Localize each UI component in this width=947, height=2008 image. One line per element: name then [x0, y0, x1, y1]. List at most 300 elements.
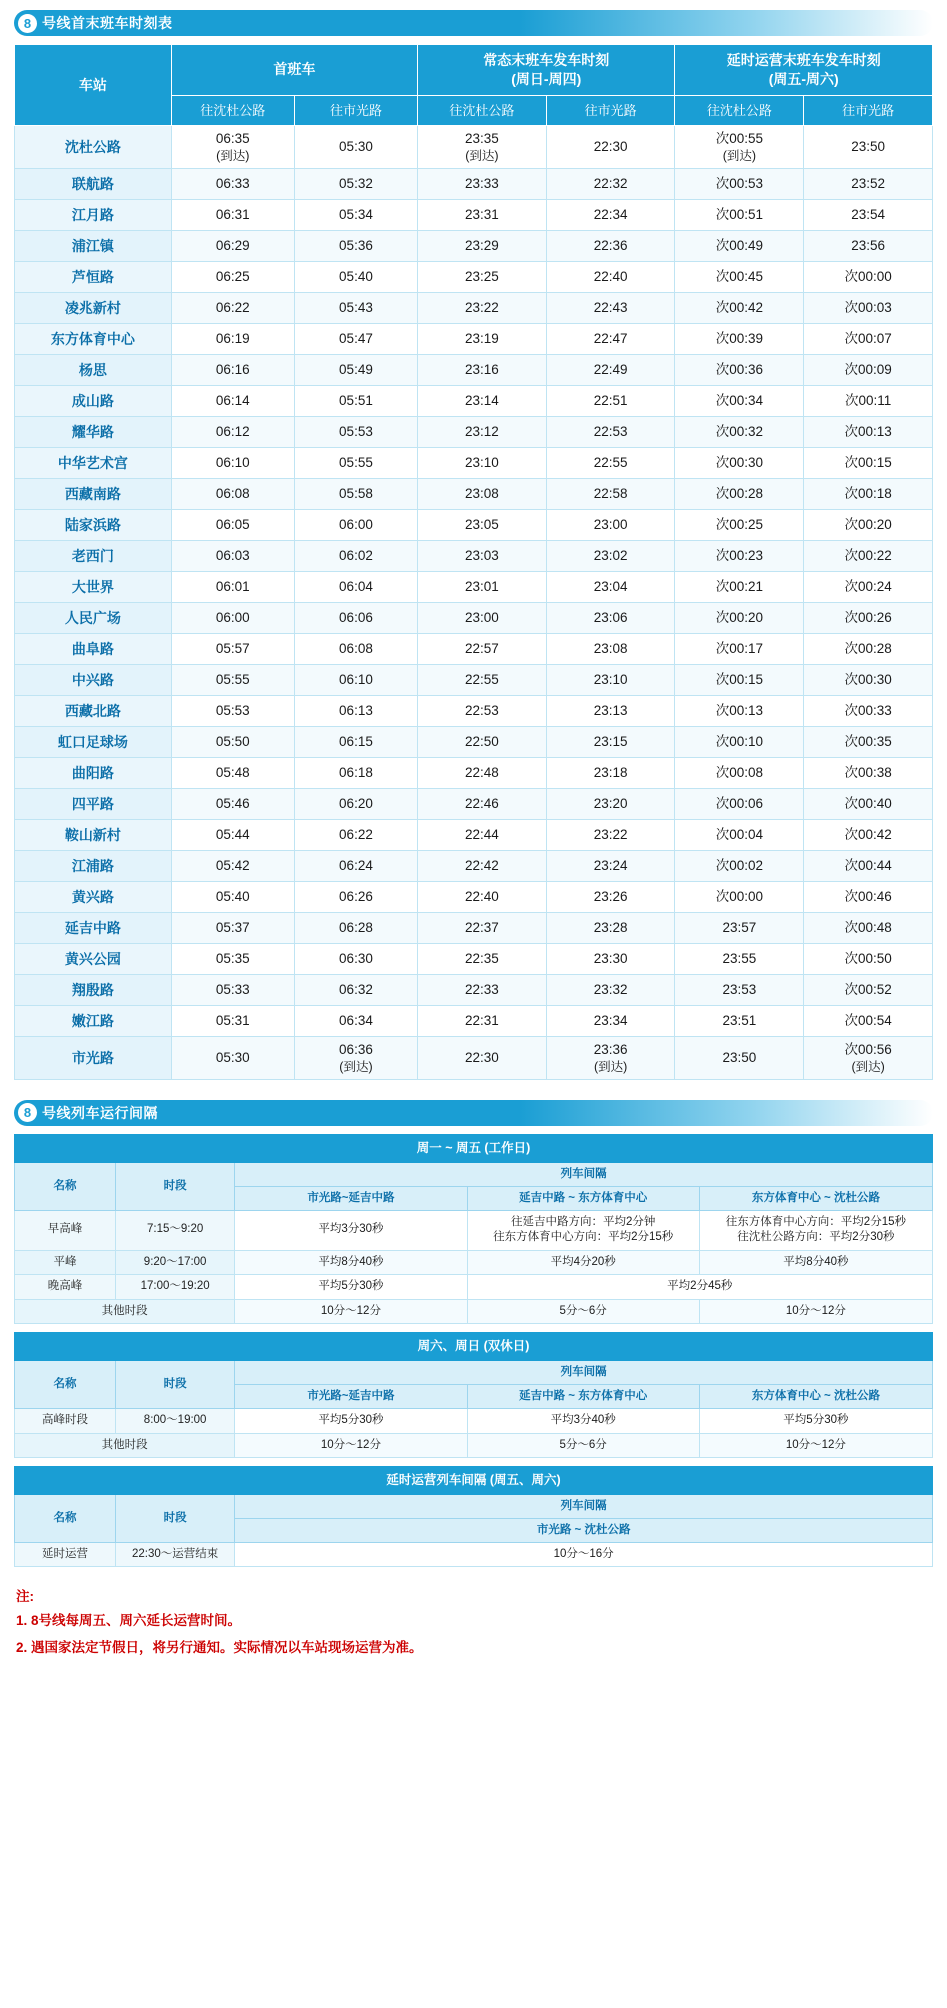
- time-cell-c1: [171, 417, 294, 448]
- time-cell-c5: [675, 758, 804, 789]
- time-value: 次00:25: [715, 517, 763, 533]
- interval-section-title: 号线列车运行间隔: [42, 1104, 158, 1121]
- time-value: 23:10: [593, 672, 628, 688]
- time-value: 次00:17: [715, 641, 763, 657]
- time-cell-c4: [546, 448, 675, 479]
- time-cell-c3: [418, 913, 547, 944]
- time-value: 次00:00: [715, 889, 763, 905]
- th-interval-name: 名称: [15, 1494, 116, 1542]
- time-cell-c1: [171, 913, 294, 944]
- th-interval-name: 名称: [15, 1361, 116, 1409]
- station-name-cell: 中兴路: [15, 665, 172, 696]
- time-value: 05:50: [215, 734, 250, 750]
- time-cell-c6: [804, 696, 933, 727]
- time-cell-c1: [171, 200, 294, 231]
- interval-table-2: [14, 1332, 933, 1458]
- time-value: 06:30: [339, 951, 373, 967]
- time-cell-c4: [546, 541, 675, 572]
- time-value: 05:37: [215, 920, 250, 936]
- th-segment-full: 市光路 ~ 沈杜公路: [235, 1518, 933, 1542]
- time-cell-c6: [804, 355, 933, 386]
- time-cell-c6: [804, 572, 933, 603]
- time-cell-c2: [294, 1006, 417, 1037]
- table-row: [15, 696, 933, 727]
- time-value: 05:42: [215, 858, 250, 874]
- interval-value-seg1: 平均8分40秒: [235, 1250, 467, 1275]
- time-value: 05:47: [339, 331, 373, 347]
- time-cell-c2: [294, 634, 417, 665]
- time-cell-c4: [546, 479, 675, 510]
- time-cell-c2: [294, 789, 417, 820]
- time-value: 05:30: [339, 139, 373, 155]
- time-cell-c4: [546, 293, 675, 324]
- time-cell-c2: [294, 355, 417, 386]
- time-cell-c5: [675, 355, 804, 386]
- time-value: 06:08: [339, 641, 373, 657]
- time-value: 06:14: [215, 393, 250, 409]
- time-value: 23:15: [593, 734, 628, 750]
- time-value: 次00:51: [715, 207, 763, 223]
- time-value: 次00:20: [844, 517, 892, 533]
- interval-tables: [14, 1134, 933, 1567]
- timetable-section-title: 号线首末班车时刻表: [42, 15, 173, 31]
- time-value: 次00:52: [844, 982, 892, 998]
- time-value: 次00:21: [715, 579, 763, 595]
- time-cell-c5: [675, 944, 804, 975]
- time-value: 05:35: [215, 951, 250, 967]
- th-segment-2: 延吉中路 ~ 东方体育中心: [467, 1186, 699, 1210]
- time-value: 22:40: [464, 889, 499, 905]
- time-value: 05:49: [339, 362, 373, 378]
- time-cell-c2: [294, 975, 417, 1006]
- table-row: [15, 665, 933, 696]
- time-value: 06:10: [215, 455, 250, 471]
- time-value: 23:54: [851, 207, 885, 223]
- time-cell-c3: [418, 1006, 547, 1037]
- time-cell-c6: [804, 231, 933, 262]
- th-interval-headway: 列车间隔: [235, 1162, 933, 1186]
- interval-table-title: 周六、周日 (双休日): [15, 1333, 933, 1361]
- time-value: 23:34: [593, 1013, 628, 1029]
- time-cell-c4: [546, 324, 675, 355]
- station-name-cell: 四平路: [15, 789, 172, 820]
- time-value: 次00:53: [715, 176, 763, 192]
- time-cell-c2: [294, 541, 417, 572]
- time-value: 次00:36: [715, 362, 763, 378]
- time-value: 06:24: [339, 858, 373, 874]
- time-cell-c2: [294, 417, 417, 448]
- time-value: 22:33: [464, 982, 499, 998]
- time-value: 23:22: [464, 300, 499, 316]
- interval-header-row-1: [15, 1162, 933, 1186]
- interval-value-seg1: 平均5分30秒: [235, 1275, 467, 1300]
- time-value: 23:32: [593, 982, 628, 998]
- time-value: 05:58: [339, 486, 373, 502]
- time-value: 22:53: [593, 424, 628, 440]
- time-value: 次00:34: [715, 393, 763, 409]
- station-name-cell: 鞍山新村: [15, 820, 172, 851]
- time-cell-c6: [804, 448, 933, 479]
- time-value: 23:04: [593, 579, 628, 595]
- time-cell-c5: [675, 417, 804, 448]
- time-cell-c3: [418, 355, 547, 386]
- time-value: 次00:02: [715, 858, 763, 874]
- time-cell-c4: [546, 1006, 675, 1037]
- table-row: [15, 448, 933, 479]
- time-cell-c3: [418, 417, 547, 448]
- time-cell-c4: [546, 975, 675, 1006]
- time-cell-c2: [294, 200, 417, 231]
- th-interval-headway: 列车间隔: [235, 1361, 933, 1385]
- time-cell-c3: [418, 386, 547, 417]
- table-row: [15, 758, 933, 789]
- time-value: 22:30: [593, 139, 628, 155]
- time-value: 次00:35: [844, 734, 892, 750]
- time-value: 23:00: [593, 517, 628, 533]
- notes-block: [14, 1585, 933, 1658]
- time-cell-c6: [804, 169, 933, 200]
- station-name-cell: 人民广场: [15, 603, 172, 634]
- time-value: 23:02: [593, 548, 628, 564]
- time-value: 次00:28: [715, 486, 763, 502]
- time-cell-c3: [418, 541, 547, 572]
- time-value: 23:24: [593, 858, 628, 874]
- time-value: 06:25: [215, 269, 250, 285]
- time-value: 06:01: [215, 579, 250, 595]
- time-cell-c1: [171, 262, 294, 293]
- time-cell-c6: [804, 882, 933, 913]
- time-cell-c4: [546, 913, 675, 944]
- time-value: 22:51: [593, 393, 628, 409]
- time-value: 05:33: [215, 982, 250, 998]
- time-cell-c4: [546, 355, 675, 386]
- time-cell-c1: [171, 510, 294, 541]
- time-value: 23:22: [593, 827, 628, 843]
- interval-table-title-bar: [15, 1134, 933, 1162]
- table-row: [15, 386, 933, 417]
- time-cell-c4: [546, 789, 675, 820]
- time-value: 05:51: [339, 393, 373, 409]
- table-row: [15, 262, 933, 293]
- note-item-2: 2. 遇国家法定节假日，将另行通知。实际情况以车站现场运营为准。: [16, 1639, 423, 1655]
- time-value: 05:34: [339, 207, 373, 223]
- time-value: 23:50: [722, 1050, 757, 1066]
- time-cell-c6: [804, 293, 933, 324]
- time-cell-c5: [675, 231, 804, 262]
- station-name-cell: 曲阳路: [15, 758, 172, 789]
- time-cell-c5: [675, 975, 804, 1006]
- time-value: 次00:33: [844, 703, 892, 719]
- time-cell-c1: [171, 727, 294, 758]
- time-value: 06:15: [339, 734, 373, 750]
- time-value: 23:20: [593, 796, 628, 812]
- station-name-cell: 东方体育中心: [15, 324, 172, 355]
- time-cell-c6: [804, 1006, 933, 1037]
- time-cell-note: (到达): [339, 1059, 373, 1074]
- table-row: [15, 572, 933, 603]
- station-name-cell: 大世界: [15, 572, 172, 603]
- time-cell-c6: [804, 758, 933, 789]
- time-value: 23:08: [593, 641, 628, 657]
- time-value: 23:30: [593, 951, 628, 967]
- interval-header-row-1: [15, 1494, 933, 1518]
- time-cell-c4: [546, 851, 675, 882]
- time-value: 06:34: [339, 1013, 373, 1029]
- time-cell-c6: [804, 324, 933, 355]
- interval-value-seg3: [699, 1210, 932, 1250]
- time-cell-c1: [171, 169, 294, 200]
- station-name-cell: 曲阜路: [15, 634, 172, 665]
- time-cell-c4: [546, 758, 675, 789]
- time-cell-c6: [804, 820, 933, 851]
- time-cell-c5: [675, 510, 804, 541]
- time-cell-c1: [171, 851, 294, 882]
- time-cell-c5: [675, 882, 804, 913]
- interval-value-seg23: 平均2分45秒: [467, 1275, 932, 1300]
- time-value: 23:03: [464, 548, 499, 564]
- time-value: 23:36: [593, 1042, 628, 1058]
- station-name-cell: 嫩江路: [15, 1006, 172, 1037]
- time-value: 05:40: [215, 889, 250, 905]
- time-value: 06:33: [215, 176, 250, 192]
- time-cell-c4: [546, 944, 675, 975]
- time-value: 23:35: [464, 131, 499, 147]
- table-row: [15, 479, 933, 510]
- station-name-cell: 杨思: [15, 355, 172, 386]
- time-cell-c4: [546, 126, 675, 169]
- time-cell-c6: [804, 975, 933, 1006]
- time-cell-c1: [171, 355, 294, 386]
- time-value: 06:35: [215, 131, 250, 147]
- interval-row-period: 7:15～9:20: [115, 1210, 234, 1250]
- time-cell-c3: [418, 510, 547, 541]
- interval-row: [15, 1275, 933, 1300]
- time-value: 次00:42: [844, 827, 892, 843]
- time-cell-note: (到达): [851, 1059, 885, 1074]
- time-cell-c6: [804, 1037, 933, 1080]
- time-cell-c4: [546, 510, 675, 541]
- table-row: [15, 603, 933, 634]
- time-value: 06:00: [215, 610, 250, 626]
- time-value: 22:43: [593, 300, 628, 316]
- time-cell-c6: [804, 510, 933, 541]
- line-number-badge: 8: [18, 14, 37, 33]
- time-value: 22:32: [593, 176, 628, 192]
- time-value: 06:20: [339, 796, 373, 812]
- th-first-to-shendu: 往沈杜公路: [171, 95, 294, 126]
- time-cell-c5: [675, 479, 804, 510]
- time-cell-c1: [171, 758, 294, 789]
- time-value: 22:48: [464, 765, 499, 781]
- time-cell-c4: [546, 696, 675, 727]
- table-row: [15, 913, 933, 944]
- time-value: 06:28: [339, 920, 373, 936]
- table-row: [15, 293, 933, 324]
- th-extended-to-shendu: 往沈杜公路: [675, 95, 804, 126]
- time-cell-c6: [804, 789, 933, 820]
- interval-header-row-1: [15, 1361, 933, 1385]
- time-cell-c4: [546, 634, 675, 665]
- time-cell-c1: [171, 789, 294, 820]
- interval-row-period: 17:00～19:20: [115, 1275, 234, 1300]
- time-value: 05:53: [215, 703, 250, 719]
- time-value: 06:16: [215, 362, 250, 378]
- time-value: 22:31: [464, 1013, 499, 1029]
- time-value: 次00:56: [844, 1042, 892, 1058]
- time-cell-c5: [675, 851, 804, 882]
- time-cell-c3: [418, 231, 547, 262]
- time-value: 05:40: [339, 269, 373, 285]
- time-cell-c2: [294, 293, 417, 324]
- station-name-cell: 陆家浜路: [15, 510, 172, 541]
- timetable-header-row-1: [15, 45, 933, 96]
- time-cell-c5: [675, 293, 804, 324]
- th-normal-last-line1: 常态末班车发车时刻: [483, 52, 610, 68]
- time-cell-c2: [294, 727, 417, 758]
- time-cell-c3: [418, 479, 547, 510]
- table-row: [15, 1006, 933, 1037]
- station-name-cell: 沈杜公路: [15, 126, 172, 169]
- time-cell-c2: [294, 696, 417, 727]
- time-cell-c5: [675, 727, 804, 758]
- time-value: 次00:28: [844, 641, 892, 657]
- time-cell-c6: [804, 126, 933, 169]
- th-segment-1: 市光路~延吉中路: [235, 1186, 467, 1210]
- time-cell-c2: [294, 448, 417, 479]
- time-cell-c6: [804, 851, 933, 882]
- time-value: 22:50: [464, 734, 499, 750]
- time-value: 23:57: [722, 920, 757, 936]
- time-value: 06:18: [339, 765, 373, 781]
- time-value: 06:08: [215, 486, 250, 502]
- time-cell-c1: [171, 448, 294, 479]
- time-value: 次00:49: [715, 238, 763, 254]
- table-row: [15, 975, 933, 1006]
- station-name-cell: 芦恒路: [15, 262, 172, 293]
- time-value: 23:25: [464, 269, 499, 285]
- table-row: [15, 126, 933, 169]
- time-cell-c4: [546, 820, 675, 851]
- time-value: 23:28: [593, 920, 628, 936]
- time-value: 次00:42: [715, 300, 763, 316]
- interval-row-name: 高峰时段: [15, 1409, 116, 1434]
- time-value: 06:26: [339, 889, 373, 905]
- time-cell-c1: [171, 386, 294, 417]
- time-cell-c1: [171, 882, 294, 913]
- time-cell-c1: [171, 944, 294, 975]
- interval-row: [15, 1299, 933, 1324]
- time-cell-note: (到达): [593, 1059, 628, 1074]
- time-cell-c3: [418, 665, 547, 696]
- time-cell-c4: [546, 727, 675, 758]
- time-cell-c3: [418, 789, 547, 820]
- time-cell-c5: [675, 665, 804, 696]
- time-value: 23:31: [464, 207, 499, 223]
- station-name-cell: 成山路: [15, 386, 172, 417]
- interval-value-seg1: 10分～12分: [235, 1299, 467, 1324]
- time-value: 23:18: [593, 765, 628, 781]
- table-row: [15, 200, 933, 231]
- station-name-cell: 黄兴公园: [15, 944, 172, 975]
- table-row: [15, 851, 933, 882]
- time-cell-c5: [675, 448, 804, 479]
- time-value: 次00:23: [715, 548, 763, 564]
- time-value: 05:36: [339, 238, 373, 254]
- time-cell-c2: [294, 479, 417, 510]
- th-interval-period: 时段: [115, 1494, 234, 1542]
- time-value: 06:22: [215, 300, 250, 316]
- time-value: 23:56: [851, 238, 885, 254]
- time-cell-c6: [804, 200, 933, 231]
- interval-row-period: 9:20～17:00: [115, 1250, 234, 1275]
- time-cell-c3: [418, 262, 547, 293]
- time-value: 次00:54: [844, 1013, 892, 1029]
- time-cell-c1: [171, 1006, 294, 1037]
- interval-value-seg1: 10分～12分: [235, 1433, 467, 1458]
- time-cell-c1: [171, 293, 294, 324]
- time-cell-c3: [418, 758, 547, 789]
- time-value: 次00:48: [844, 920, 892, 936]
- time-value: 次00:32: [715, 424, 763, 440]
- time-cell-c4: [546, 1037, 675, 1080]
- time-cell-c3: [418, 1037, 547, 1080]
- time-cell-c2: [294, 603, 417, 634]
- station-name-cell: 联航路: [15, 169, 172, 200]
- time-cell-c2: [294, 386, 417, 417]
- time-value: 次00:13: [715, 703, 763, 719]
- time-cell-c3: [418, 448, 547, 479]
- th-extended-last-line2: (周五-周六): [768, 70, 839, 87]
- table-row: [15, 944, 933, 975]
- notes-title: 注:: [16, 1589, 34, 1605]
- time-cell-c3: [418, 882, 547, 913]
- time-value: 22:34: [593, 207, 628, 223]
- time-cell-c6: [804, 727, 933, 758]
- time-value: 23:19: [464, 331, 499, 347]
- time-value: 06:19: [215, 331, 250, 347]
- th-segment-2: 延吉中路 ~ 东方体育中心: [467, 1385, 699, 1409]
- table-row: [15, 820, 933, 851]
- time-cell-c4: [546, 603, 675, 634]
- time-value: 23:00: [464, 610, 499, 626]
- interval-row: [15, 1433, 933, 1458]
- interval-row: [15, 1210, 933, 1250]
- th-normal-to-shendu: 往沈杜公路: [418, 95, 547, 126]
- th-normal-last-train: [418, 45, 675, 96]
- time-value: 23:12: [464, 424, 499, 440]
- time-cell-c1: [171, 975, 294, 1006]
- time-cell-c6: [804, 603, 933, 634]
- time-value: 06:04: [339, 579, 373, 595]
- time-value: 22:53: [464, 703, 499, 719]
- time-value: 次00:46: [844, 889, 892, 905]
- time-value: 次00:30: [844, 672, 892, 688]
- time-cell-c5: [675, 696, 804, 727]
- time-value: 23:52: [851, 176, 885, 192]
- interval-row-name: 平峰: [15, 1250, 116, 1275]
- time-value: 22:47: [593, 331, 628, 347]
- interval-value-seg3: 平均5分30秒: [699, 1409, 932, 1434]
- interval-row: [15, 1542, 933, 1567]
- th-segment-3: 东方体育中心 ~ 沈杜公路: [699, 1186, 932, 1210]
- time-value: 次00:39: [715, 331, 763, 347]
- time-value: 次00:38: [844, 765, 892, 781]
- interval-value-seg2: 平均4分20秒: [467, 1250, 699, 1275]
- time-value: 次00:15: [844, 455, 892, 471]
- time-cell-c2: [294, 510, 417, 541]
- time-value: 05:48: [215, 765, 250, 781]
- time-cell-c1: [171, 324, 294, 355]
